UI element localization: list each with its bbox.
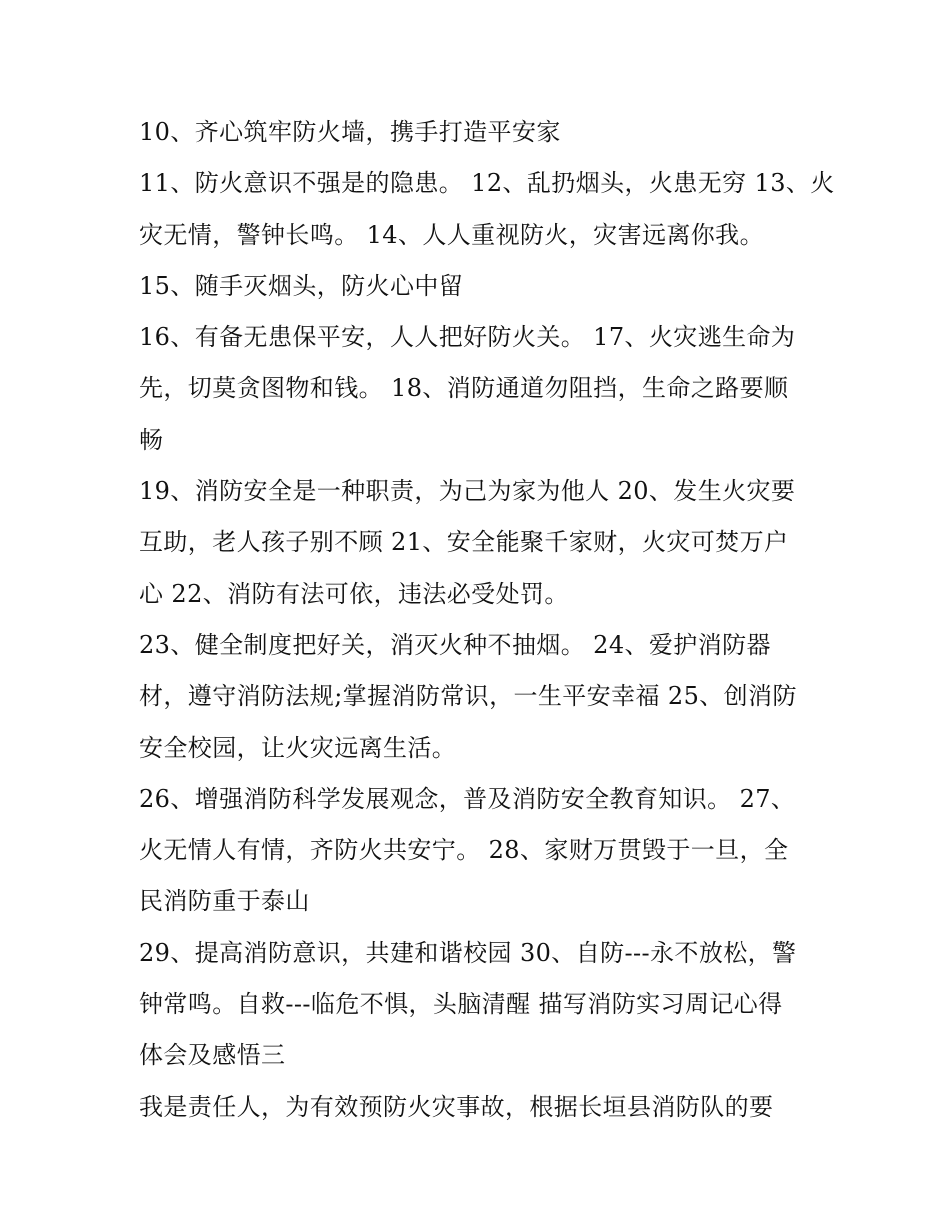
text-line: 我是责任人，为有效预防火灾事故，根据长垣县消防队的要 [139, 1092, 774, 1121]
text-line: 29、提高消防意识，共建和谐校园 30、自防---永不放松，警 [139, 938, 797, 967]
text-line: 23、健全制度把好关，消灭火种不抽烟。 24、爱护消防器 [139, 630, 771, 659]
text-line: 灾无情，警钟长鸣。 14、人人重视防火，灾害远离你我。 [139, 220, 764, 249]
text-line: 16、有备无患保平安，人人把好防火关。 17、火灾逃生命为 [139, 323, 796, 352]
text-line: 10、齐心筑牢防火墙，携手打造平安家 [139, 118, 561, 146]
text-line: 19、消防安全是一种职责，为己为家为他人 20、发生火灾要 [139, 477, 796, 506]
text-line: 畅 [139, 425, 164, 454]
body-text [139, 107, 835, 1133]
text-line: 材，遵守消防法规;掌握消防常识，一生平安幸福 25、创消防 [139, 682, 797, 711]
text-line: 互助，老人孩子别不顾 21、安全能聚千家财，火灾可焚万户 [139, 528, 789, 557]
text-line: 火无情人有情，齐防火共安宁。 28、家财万贯毁于一旦，全 [139, 836, 789, 865]
text-line: 15、随手灭烟头，防火心中留 [139, 271, 464, 300]
text-line: 11、防火意识不强是的隐患。 12、乱扔烟头，火患无穷 13、火 [139, 169, 835, 198]
text-line: 体会及感悟三 [139, 1041, 286, 1070]
text-line: 先，切莫贪图物和钱。 18、消防通道勿阻挡，生命之路要顺 [139, 374, 789, 403]
text-line: 民消防重于泰山 [139, 887, 310, 916]
text-line: 安全校园，让火灾远离生活。 [139, 733, 457, 762]
text-line: 心 22、消防有法可依，违法必受处罚。 [139, 579, 569, 608]
text-line: 26、增强消防科学发展观念，普及消防安全教育知识。 27、 [139, 784, 796, 813]
text-line: 钟常鸣。自救---临危不惧，头脑清醒 描写消防实习周记心得 [139, 990, 783, 1019]
